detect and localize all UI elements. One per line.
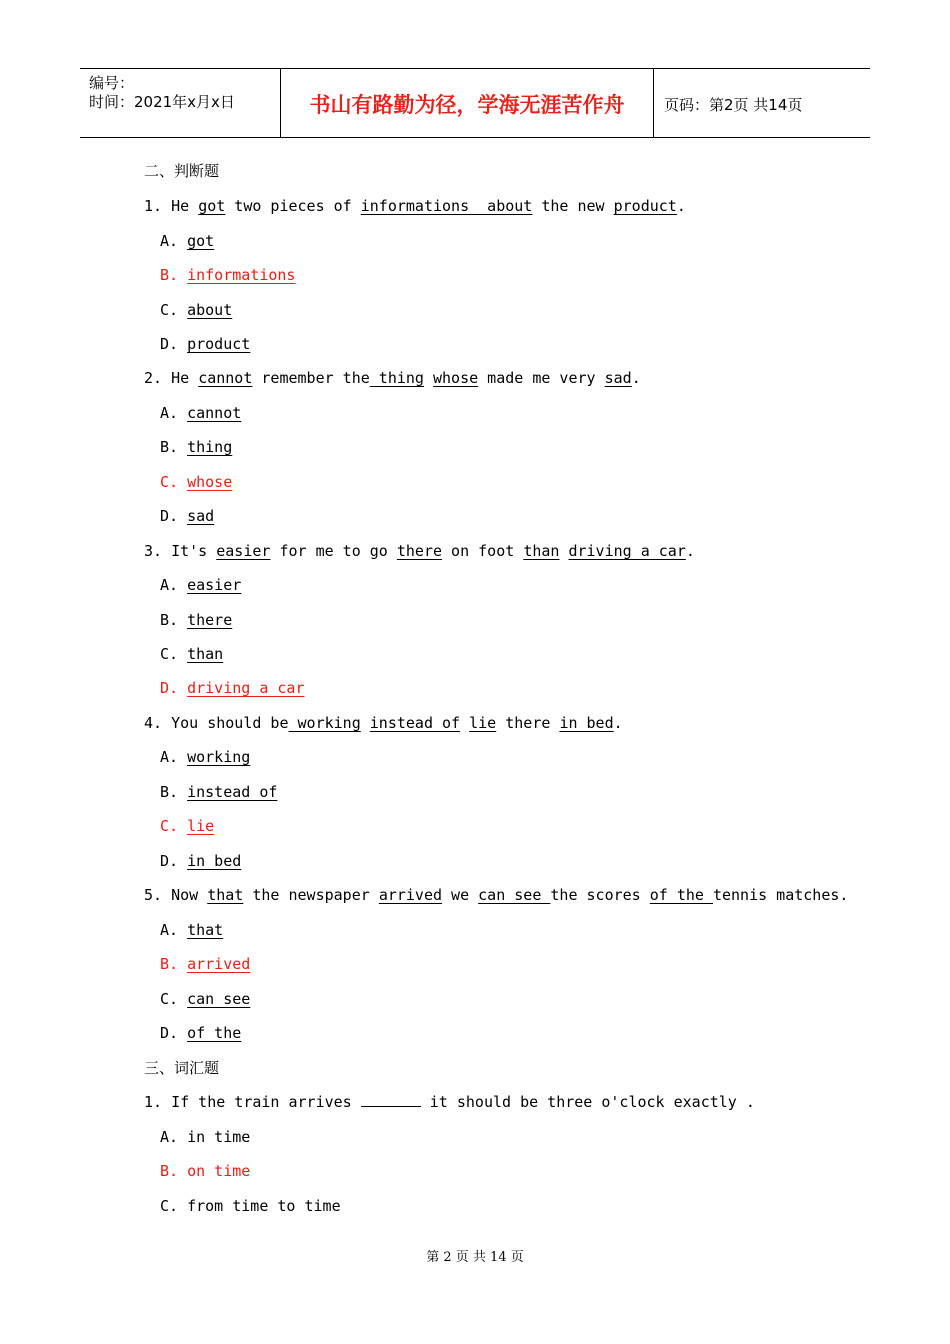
text-fragment: A. (160, 1128, 179, 1146)
text-fragment: thing (187, 438, 233, 456)
text-fragment: whose (433, 369, 479, 387)
text-fragment: whose (187, 473, 233, 491)
page-footer: 第 2 页 共 14 页 (426, 1250, 524, 1265)
text-fragment: there (496, 714, 560, 732)
text-fragment: in bed (559, 714, 614, 732)
text-fragment: instead of (369, 714, 461, 732)
answer-blank (361, 1094, 421, 1107)
option-q1-a (160, 231, 214, 251)
text-fragment: A. (160, 921, 179, 939)
option-q3-b (160, 610, 232, 630)
text-fragment: in time (187, 1128, 251, 1146)
option-v1-c (160, 1196, 341, 1216)
text-fragment: B. (160, 783, 179, 801)
question-3 (144, 541, 695, 561)
text-fragment: of the (187, 1024, 242, 1042)
option-q3-d-answer (160, 678, 305, 698)
text-fragment (460, 714, 469, 732)
vocab-question-1 (144, 1092, 755, 1112)
text-fragment: A. (160, 404, 179, 422)
text-fragment: tennis matches. (712, 886, 849, 904)
question-5 (144, 885, 848, 905)
text-fragment: remember the (252, 369, 370, 387)
text-fragment: B. (160, 1162, 179, 1180)
text-fragment: D. (160, 852, 179, 870)
header-motto: 书山有路勤为径，学海无涯苦作舟 (281, 69, 654, 137)
question-1 (144, 196, 686, 216)
text-fragment: for me to go (270, 542, 397, 560)
option-q5-c (160, 989, 250, 1009)
text-fragment: than (523, 542, 560, 560)
option-q4-d (160, 851, 241, 871)
text-fragment: got (187, 232, 215, 250)
text-fragment: C. (160, 473, 179, 491)
header-page-label: 页码：第2页 共14页 (664, 95, 803, 114)
option-q1-b-answer (160, 265, 295, 285)
section-title-vocabulary: 三、词汇题 (144, 1059, 220, 1077)
page-header (80, 68, 870, 138)
option-q4-a (160, 747, 250, 767)
code-label: 编号： (89, 74, 135, 92)
text-fragment: 4. You should be (144, 714, 289, 732)
option-q4-c-answer (160, 816, 214, 836)
text-fragment: there (396, 542, 443, 560)
text-fragment: . (685, 542, 695, 560)
text-fragment: C. (160, 645, 179, 663)
option-q2-d (160, 506, 214, 526)
text-fragment: A. (160, 232, 179, 250)
text-fragment: D. (160, 335, 179, 353)
text-fragment: C. (160, 1197, 179, 1215)
text-fragment: can see (478, 886, 551, 904)
text-fragment: made me very (478, 369, 605, 387)
text-fragment: D. (160, 1024, 179, 1042)
option-q1-d (160, 334, 250, 354)
text-fragment: C. (160, 990, 179, 1008)
text-fragment: working (288, 714, 361, 732)
text-fragment: B. (160, 438, 179, 456)
text-fragment: 1. If the train arrives (144, 1093, 361, 1111)
text-fragment: the scores (550, 886, 650, 904)
text-fragment: cannot (187, 404, 242, 422)
text-fragment (361, 714, 370, 732)
text-fragment: . (613, 714, 623, 732)
text-fragment: arrived (378, 886, 443, 904)
text-fragment: about (187, 301, 233, 319)
option-q2-a (160, 403, 241, 423)
text-fragment: sad (187, 507, 215, 525)
text-fragment (424, 369, 433, 387)
text-fragment: B. (160, 266, 179, 284)
option-v1-a (160, 1127, 250, 1147)
text-fragment: on foot (442, 542, 524, 560)
question-4 (144, 713, 623, 733)
option-q5-b-answer (160, 954, 250, 974)
date-label: 时间：2021年x月x日 (89, 93, 235, 111)
option-q5-a (160, 920, 223, 940)
text-fragment: 3. It's (144, 542, 217, 560)
text-fragment: C. (160, 817, 179, 835)
text-fragment: driving a car (568, 542, 686, 560)
q-text: the new (532, 197, 614, 215)
text-fragment: cannot (198, 369, 253, 387)
q-text: 1. He (144, 197, 199, 215)
option-q2-c-answer (160, 472, 232, 492)
option-q4-b (160, 782, 277, 802)
option-q5-d (160, 1023, 241, 1043)
q-underlined: product (613, 197, 677, 215)
text-fragment: A. (160, 748, 179, 766)
option-q3-c (160, 644, 223, 664)
section-title-judgement: 二、判断题 (144, 162, 220, 180)
option-q3-a (160, 575, 241, 595)
text-fragment: can see (187, 990, 251, 1008)
text-fragment: B. (160, 955, 179, 973)
text-fragment: C. (160, 301, 179, 319)
text-fragment: driving a car (187, 679, 305, 697)
header-meta (80, 69, 281, 137)
text-fragment: A. (160, 576, 179, 594)
text-fragment: we (442, 886, 479, 904)
text-fragment: from time to time (187, 1197, 341, 1215)
text-fragment: of the (649, 886, 713, 904)
q-text: two pieces of (225, 197, 361, 215)
text-fragment: . (631, 369, 641, 387)
q-underlined: informations about (360, 197, 533, 215)
text-fragment: 5. Now (144, 886, 208, 904)
text-fragment: that (187, 921, 224, 939)
text-fragment: there (187, 611, 233, 629)
text-fragment: instead of (187, 783, 278, 801)
option-q2-b (160, 437, 232, 457)
text-fragment: in bed (187, 852, 242, 870)
text-fragment: product (187, 335, 251, 353)
q-underlined: got (198, 197, 226, 215)
text-fragment: easier (187, 576, 242, 594)
text-fragment: lie (469, 714, 497, 732)
text-fragment: sad (604, 369, 632, 387)
text-fragment: easier (216, 542, 271, 560)
text-fragment: informations (187, 266, 296, 284)
option-q1-c (160, 300, 232, 320)
text-fragment: that (207, 886, 244, 904)
text-fragment: lie (187, 817, 215, 835)
text-fragment: D. (160, 507, 179, 525)
text-fragment: on time (187, 1162, 251, 1180)
text-fragment: D. (160, 679, 179, 697)
question-2 (144, 368, 641, 388)
text-fragment: arrived (187, 955, 251, 973)
text-fragment: 2. He (144, 369, 199, 387)
text-fragment: than (187, 645, 224, 663)
text-fragment: it should be three o'clock exactly . (420, 1093, 755, 1111)
text-fragment: the newspaper (243, 886, 379, 904)
q-text: . (676, 197, 686, 215)
text-fragment: B. (160, 611, 179, 629)
text-fragment: thing (369, 369, 424, 387)
option-v1-b-answer (160, 1161, 250, 1181)
text-fragment: working (187, 748, 251, 766)
